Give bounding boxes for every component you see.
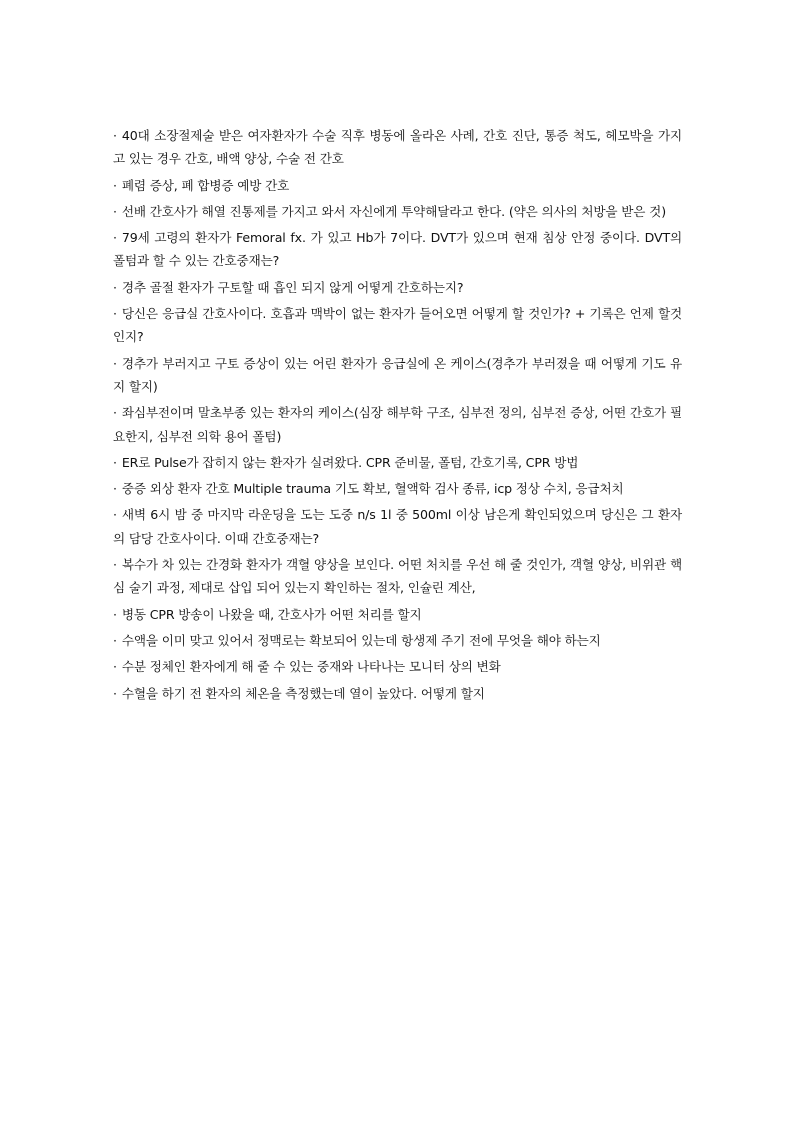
list-item xyxy=(113,276,682,299)
list-item xyxy=(113,553,682,600)
document-body xyxy=(113,124,682,708)
bullet: · xyxy=(113,454,117,470)
item-text: 79세 고령의 환자가 Femoral fx. 가 있고 Hb가 7이다. DVT가 있으며 현재 침상 안정 중이다. DVT의 폴텀과 할 수 있는 간호중재는? xyxy=(113,230,682,269)
bullet: · xyxy=(113,632,117,648)
list-item xyxy=(113,302,682,349)
bullet: · xyxy=(113,405,117,421)
list-item xyxy=(113,174,682,197)
item-text: ER로 Pulse가 잡히지 않는 환자가 실려왔다. CPR 준비물, 폴텀, 간호기록, CPR 방법 xyxy=(121,454,579,470)
item-text: 새벽 6시 밤 중 마지막 라운딩을 도는 도중 n/s 1l 중 500ml 이상 남은게 확인되었으며 당신은 그 환자의 담당 간호사이다. 이때 간호중재는? xyxy=(113,507,682,546)
list-item xyxy=(113,451,682,474)
item-text: 복수가 차 있는 간경화 환자가 객혈 양상을 보인다. 어떤 처치를 우선 해 줄 것인가, 객혈 양상, 비위관 핵심 술기 과정, 제대로 삽입 되어 있는지 확인하는 절차, 인슐린 계산, xyxy=(113,557,682,596)
item-text: 당신은 응급실 간호사이다. 호흡과 맥박이 없는 환자가 들어오면 어떻게 할 것인가? + 기록은 언제 할것인지? xyxy=(113,306,682,345)
list-item xyxy=(113,226,682,273)
item-text: 선배 간호사가 해열 진통제를 가지고 와서 자신에게 투약해달라고 한다. (약은 의사의 처방을 받은 것) xyxy=(121,203,666,219)
item-text: 병동 CPR 방송이 나왔을 때, 간호사가 어떤 처리를 할지 xyxy=(121,606,422,622)
bullet: · xyxy=(113,557,117,573)
bullet: · xyxy=(113,606,117,622)
list-item xyxy=(113,603,682,626)
item-text: 수액을 이미 맞고 있어서 정맥로는 확보되어 있는데 항생제 주기 전에 무엇을 해야 하는지 xyxy=(121,632,601,648)
list-item xyxy=(113,655,682,678)
list-item xyxy=(113,124,682,171)
bullet: · xyxy=(113,507,117,523)
list-item xyxy=(113,352,682,399)
item-text: 수분 정체인 환자에게 해 줄 수 있는 중재와 나타나는 모니터 상의 변화 xyxy=(121,659,501,675)
item-text: 좌심부전이며 말초부종 있는 환자의 케이스(심장 해부학 구조, 심부전 정의, 심부전 증상, 어떤 간호가 필요한지, 심부전 의학 용어 폴텀) xyxy=(113,405,682,444)
list-item xyxy=(113,401,682,448)
bullet: · xyxy=(113,177,117,193)
item-text: 수혈을 하기 전 환자의 체온을 측정했는데 열이 높았다. 어떻게 할지 xyxy=(121,685,485,701)
item-text: 중증 외상 환자 간호 Multiple trauma 기도 확보, 혈액학 검사 종류, icp 정상 수치, 응급처치 xyxy=(121,481,624,497)
bullet: · xyxy=(113,659,117,675)
list-item xyxy=(113,477,682,500)
list-item xyxy=(113,682,682,705)
bullet: · xyxy=(113,279,117,295)
bullet: · xyxy=(113,306,117,322)
list-item xyxy=(113,629,682,652)
item-text: 경추 골절 환자가 구토할 때 흡인 되지 않게 어떻게 간호하는지? xyxy=(121,279,464,295)
bullet: · xyxy=(113,230,117,246)
item-text: 경추가 부러지고 구토 증상이 있는 어린 환자가 응급실에 온 케이스(경추가 부러졌을 때 어떻게 기도 유지 할지) xyxy=(113,355,682,394)
bullet: · xyxy=(113,128,117,143)
item-text: 40대 소장절제술 받은 여자환자가 수술 직후 병동에 올라온 사례, 간호 진단, 통증 척도, 헤모박을 가지고 있는 경우 간호, 배액 양상, 수술 전 간호 xyxy=(113,128,682,167)
bullet: · xyxy=(113,481,117,497)
list-item xyxy=(113,200,682,223)
bullet: · xyxy=(113,203,117,219)
bullet: · xyxy=(113,355,117,371)
list-item xyxy=(113,503,682,550)
bullet: · xyxy=(113,685,117,701)
item-text: 폐렴 증상, 폐 합병증 예방 간호 xyxy=(121,177,290,193)
